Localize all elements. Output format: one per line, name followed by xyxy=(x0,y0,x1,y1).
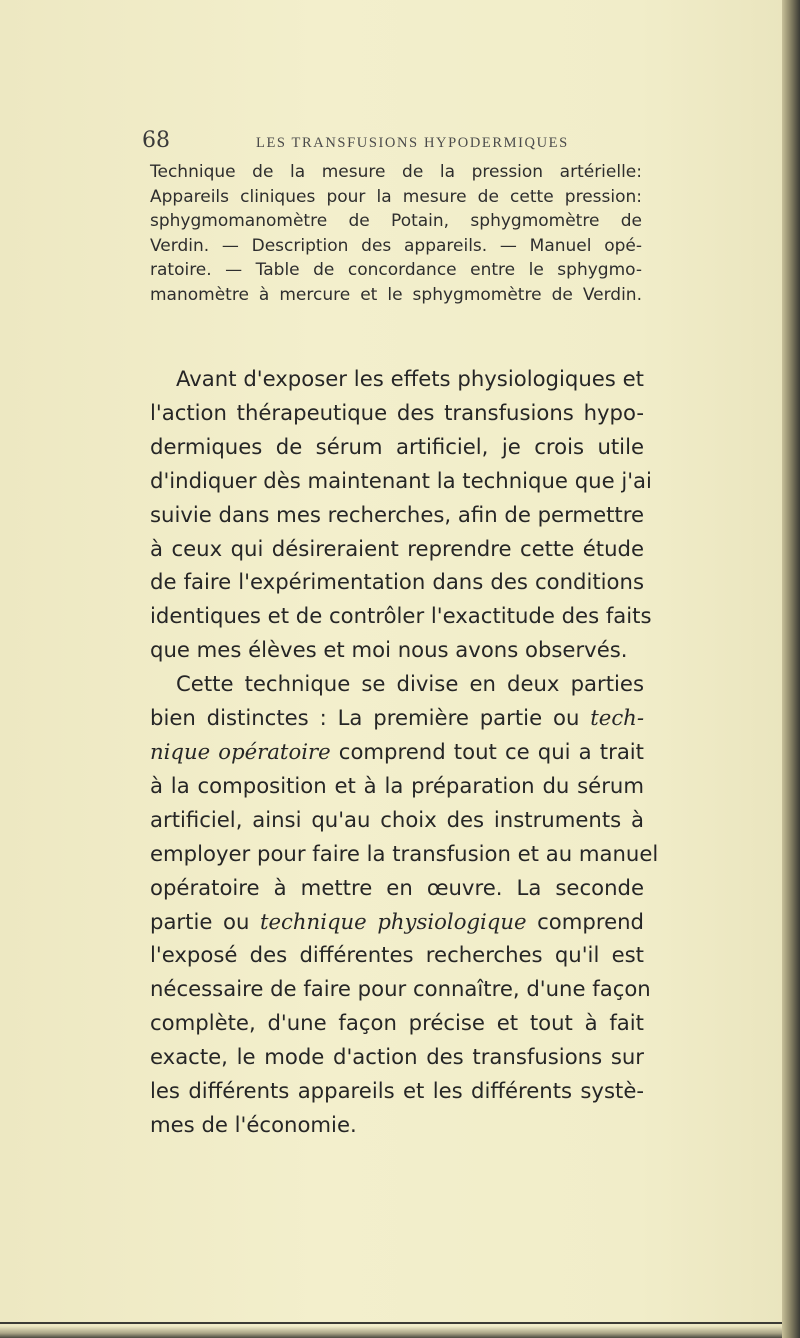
paragraph-1-line: identiques et de contrôler l'exactitude des faits xyxy=(150,603,652,629)
text-run: partie ou xyxy=(150,908,260,934)
book-spine-edge xyxy=(782,0,800,1338)
paragraph-1-line: Avant d'exposer les effets physiologiques et xyxy=(176,366,644,391)
summary-line: ratoire. — Table de concordance entre le sphygmo- xyxy=(150,260,642,280)
paragraph-1-line: d'indiquer dès maintenant la technique que j'ai xyxy=(150,467,652,493)
paragraph-1-line: à ceux qui désireraient reprendre cette étude xyxy=(150,535,644,561)
paragraph-2-line: employer pour faire la transfusion et au manuel xyxy=(150,840,659,866)
chapter-summary xyxy=(150,160,642,307)
paragraph-2-line: mes de l'économie. xyxy=(150,1111,357,1137)
paragraph-1-line: que mes élèves et moi nous avons observés. xyxy=(150,637,628,663)
paragraph-2-line: artificiel, ainsi qu'au choix des instruments à xyxy=(150,806,644,832)
italic-term: technique physiologique xyxy=(259,908,527,934)
page-number: 68 xyxy=(142,128,170,153)
page-bottom-shadow xyxy=(0,1326,800,1338)
paragraph-2-line: opératoire à mettre en œuvre. La seconde xyxy=(150,874,644,900)
paragraph-2-line: l'exposé des différentes recherches qu'il est xyxy=(150,942,644,968)
paragraph-2-line: les différents appareils et les différents systè- xyxy=(150,1078,644,1104)
italic-term: tech- xyxy=(590,705,644,731)
paragraph-2-line xyxy=(150,701,644,735)
paragraph-1-line: suivie dans mes recherches, afin de permettre xyxy=(150,501,644,527)
text-run: bien distinctes : La première partie ou xyxy=(150,705,591,731)
summary-line: Verdin. — Description des appareils. — Manuel opé- xyxy=(150,235,642,256)
paragraph-2-line: à la composition et à la préparation du sérum xyxy=(150,772,644,798)
paragraph-2-line: exacte, le mode d'action des transfusions sur xyxy=(150,1044,644,1070)
text-run: comprend xyxy=(526,908,644,934)
summary-line: manomètre à mercure et le sphygmomètre de Verdin. xyxy=(150,284,642,305)
running-title: LES TRANSFUSIONS HYPODERMIQUES xyxy=(256,135,569,151)
paragraph-2-line: nécessaire de faire pour connaître, d'une façon xyxy=(150,976,651,1002)
text-run: comprend tout ce qui a trait xyxy=(330,738,644,764)
paragraph-2-line: Cette technique se divise en deux parties xyxy=(176,671,644,697)
paragraph-2-line xyxy=(150,905,644,939)
paragraph-1-line: l'action thérapeutique des transfusions hypo- xyxy=(150,399,644,425)
paragraph-1-line: dermiques de sérum artificiel, je crois utile xyxy=(150,433,644,459)
italic-term: nique opératoire xyxy=(150,738,331,764)
page-bottom-rule xyxy=(0,1322,785,1324)
paragraph-2-line xyxy=(150,735,644,769)
paragraph-2-line: complète, d'une façon précise et tout à fait xyxy=(150,1010,644,1036)
running-head xyxy=(142,128,662,158)
summary-line: Appareils cliniques pour la mesure de cette pression: xyxy=(150,186,642,207)
summary-line: sphygmomanomètre de Potain, sphygmomètre de xyxy=(150,211,642,231)
body-text xyxy=(150,362,659,1142)
paragraph-1-line: de faire l'expérimentation dans des conditions xyxy=(150,569,644,595)
summary-line: Technique de la mesure de la pression artérielle: xyxy=(150,162,642,182)
